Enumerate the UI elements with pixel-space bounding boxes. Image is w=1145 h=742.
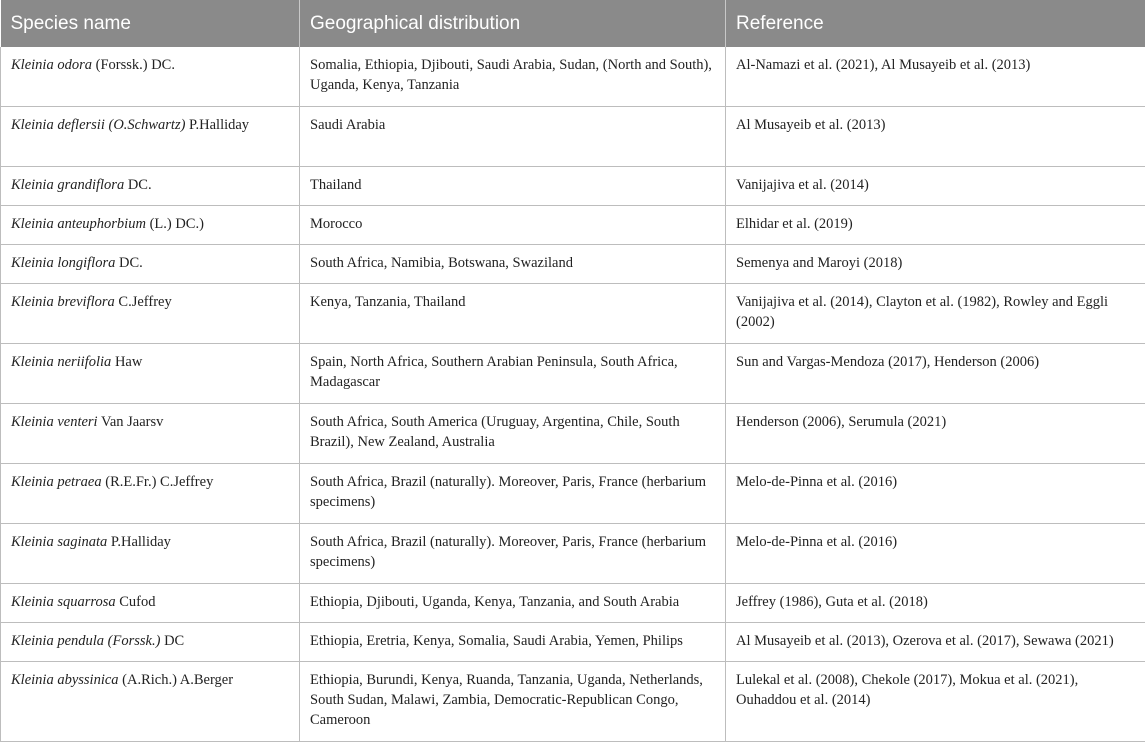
distribution-cell: South Africa, Namibia, Botswana, Swaziland [300,245,726,284]
species-name-cell [1,167,300,206]
reference-cell: Al Musayeib et al. (2013), Ozerova et al. (2017), Sewawa (2021) [726,623,1145,662]
reference-cell: Al-Namazi et al. (2021), Al Musayeib et al. (2013) [726,47,1145,107]
species-name-cell [1,245,300,284]
species-epithet: deflersii [57,117,105,133]
species-author: Haw [115,354,142,370]
distribution-cell: Morocco [300,206,726,245]
species-genus: Kleinia [11,594,54,610]
table-header [1,0,1145,47]
species-genus: Kleinia [11,294,54,310]
species-genus: Kleinia [11,177,54,193]
table-row [1,107,1145,167]
distribution-cell: Ethiopia, Burundi, Kenya, Ruanda, Tanzania, Uganda, Netherlands, South Sudan, Malawi, Zambia, Democratic-Republican Congo, Cameroon [300,662,726,742]
species-name-cell [1,107,300,167]
species-genus: Kleinia [11,216,54,232]
species-author: P.Halliday [111,534,171,550]
species-epithet: abyssinica [57,672,118,688]
reference-cell: Jeffrey (1986), Guta et al. (2018) [726,584,1145,623]
species-author: (R.E.Fr.) C.Jeffrey [105,474,213,490]
species-name-cell [1,524,300,584]
header-reference: Reference [726,0,1145,47]
species-author-italic: (Forssk.) [108,633,161,649]
species-genus: Kleinia [11,633,54,649]
species-author: P.Halliday [189,117,249,133]
distribution-cell: Kenya, Tanzania, Thailand [300,284,726,344]
species-epithet: anteuphorbium [57,216,146,232]
species-name-cell [1,464,300,524]
distribution-cell: South Africa, Brazil (naturally). Moreover, Paris, France (herbarium specimens) [300,464,726,524]
species-author: DC. [119,255,143,271]
reference-cell: Henderson (2006), Serumula (2021) [726,404,1145,464]
distribution-cell: Spain, North Africa, Southern Arabian Peninsula, South Africa, Madagascar [300,344,726,404]
species-genus: Kleinia [11,414,54,430]
species-genus: Kleinia [11,354,54,370]
table-row [1,245,1145,284]
species-epithet: squarrosa [57,594,115,610]
table-row [1,167,1145,206]
species-name-cell [1,404,300,464]
species-author: Cufod [119,594,155,610]
species-epithet: odora [57,57,92,73]
species-genus: Kleinia [11,672,54,688]
reference-cell: Sun and Vargas-Mendoza (2017), Henderson (2006) [726,344,1145,404]
table-row [1,344,1145,404]
table-row [1,623,1145,662]
table-row [1,47,1145,107]
species-epithet: saginata [57,534,107,550]
species-name-cell [1,47,300,107]
species-genus: Kleinia [11,255,54,271]
table-body [1,47,1145,742]
species-author: DC [164,633,184,649]
reference-cell: Semenya and Maroyi (2018) [726,245,1145,284]
species-epithet: longiflora [57,255,115,271]
reference-cell: Lulekal et al. (2008), Chekole (2017), Mokua et al. (2021), Ouhaddou et al. (2014) [726,662,1145,742]
species-genus: Kleinia [11,57,54,73]
reference-cell: Melo-de-Pinna et al. (2016) [726,524,1145,584]
distribution-cell: Saudi Arabia [300,107,726,167]
table-row [1,404,1145,464]
distribution-cell: South Africa, South America (Uruguay, Argentina, Chile, South Brazil), New Zealand, Australia [300,404,726,464]
species-name-cell [1,623,300,662]
species-author-italic: (O.Schwartz) [108,117,185,133]
reference-cell: Vanijajiva et al. (2014), Clayton et al. (1982), Rowley and Eggli (2002) [726,284,1145,344]
species-genus: Kleinia [11,534,54,550]
header-species-name: Species name [1,0,300,47]
reference-cell: Vanijajiva et al. (2014) [726,167,1145,206]
species-author: (Forssk.) DC. [96,57,175,73]
species-author: C.Jeffrey [118,294,171,310]
reference-cell: Elhidar et al. (2019) [726,206,1145,245]
distribution-cell: South Africa, Brazil (naturally). Moreover, Paris, France (herbarium specimens) [300,524,726,584]
species-epithet: breviflora [57,294,114,310]
table-row [1,524,1145,584]
species-name-cell [1,206,300,245]
table-row [1,584,1145,623]
header-geographical-distribution: Geographical distribution [300,0,726,47]
distribution-cell: Ethiopia, Djibouti, Uganda, Kenya, Tanzania, and South Arabia [300,584,726,623]
species-epithet: venteri [57,414,97,430]
species-name-cell [1,284,300,344]
species-epithet: pendula [57,633,104,649]
species-author: (A.Rich.) A.Berger [122,672,233,688]
species-epithet: petraea [57,474,101,490]
species-epithet: neriifolia [57,354,111,370]
species-genus: Kleinia [11,474,54,490]
species-author: DC. [128,177,152,193]
species-name-cell [1,584,300,623]
header-row [1,0,1145,47]
table-row [1,662,1145,742]
distribution-cell: Somalia, Ethiopia, Djibouti, Saudi Arabia, Sudan, (North and South), Uganda, Kenya, Tanzania [300,47,726,107]
species-name-cell [1,344,300,404]
reference-cell: Al Musayeib et al. (2013) [726,107,1145,167]
table-row [1,464,1145,524]
table-row [1,206,1145,245]
species-author: Van Jaarsv [101,414,163,430]
species-epithet: grandiflora [57,177,124,193]
table-row [1,284,1145,344]
species-genus: Kleinia [11,117,54,133]
species-author: (L.) DC.) [150,216,204,232]
species-name-cell [1,662,300,742]
distribution-cell: Ethiopia, Eretria, Kenya, Somalia, Saudi Arabia, Yemen, Philips [300,623,726,662]
reference-cell: Melo-de-Pinna et al. (2016) [726,464,1145,524]
distribution-cell: Thailand [300,167,726,206]
